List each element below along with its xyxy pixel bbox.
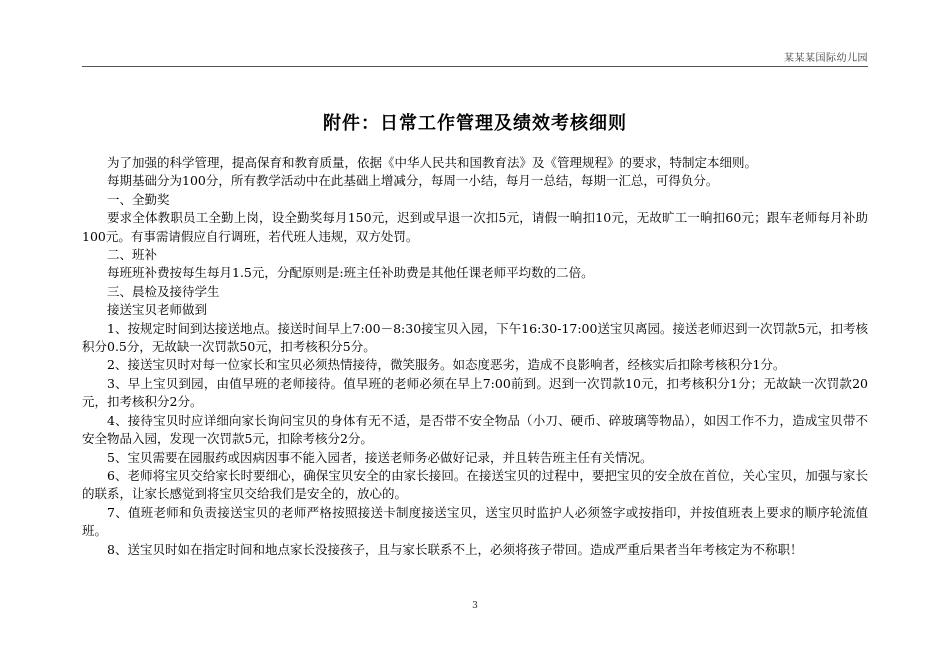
rule-item-4: 4、接待宝贝时应详细向家长询问宝贝的身体有无不适，是否带不安全物品（小刀、硬币、碎玻璃等物品），如因工作不力，造成宝贝带不安全物品入园，发现一次罚款5元，扣除考核分2分。	[82, 412, 868, 447]
document-body	[82, 154, 868, 559]
rule-item-5: 5、宝贝需要在园服药或因病因事不能入园者，接送老师务必做好记录，并且转告班主任有关情况。	[107, 449, 653, 465]
document-title: 附件：日常工作管理及绩效考核细则	[323, 113, 627, 134]
section-heading-morning-check: 三、晨检及接待学生	[107, 283, 220, 299]
page-number: 3	[472, 601, 478, 611]
rule-item-6: 6、老师将宝贝交给家长时要细心，确保宝贝安全的由家长接回。在接送宝贝的过程中，要把宝贝的安全放在首位，关心宝贝，加强与家长的联系，让家长感觉到将宝贝交给我们是安全的，放心的。	[82, 467, 868, 502]
section-heading-class-subsidy: 二、班补	[107, 247, 158, 263]
scoring-paragraph: 每期基础分为100分，所有教学活动中在此基础上增减分，每周一小结，每月一总结，每期一汇总，可得负分。	[107, 173, 719, 189]
section-heading-attendance: 一、全勤奖	[107, 191, 170, 207]
rule-item-8: 8、送宝贝时如在指定时间和地点家长没接孩子，且与家长联系不上，必须将孩子带回。造成严重后果者当年考核定为不称职！	[107, 541, 803, 557]
intro-paragraph: 为了加强的科学管理，提高保育和教育质量，依据《中华人民共和国教育法》及《管理规程》的要求，特制定本细则。	[107, 155, 758, 170]
header-organization-name: 某某某国际幼儿园	[784, 53, 868, 64]
rule-item-3: 3、早上宝贝到园，由值早班的老师接待。值早班的老师必须在早上7:00前到。迟到一次罚款10元，扣考核积分1分；无故缺一次罚款20元，扣考核积分2分。	[82, 375, 868, 410]
rule-item-1: 1、按规定时间到达接送地点。接送时间早上7:00－8:30接宝贝入园，下午16:30-17:00送宝贝离园。接送老师迟到一次罚款5元，扣考核积分0.5分，无故缺一次罚款50元，扣考核积分5分。	[82, 320, 868, 355]
rule-item-7: 7、值班老师和负责接送宝贝的老师严格按照接送卡制度接送宝贝，送宝贝时监护人必须签字或按指印，并按值班表上要求的顺序轮流值班。	[82, 504, 868, 539]
subheading-pickup-teachers: 接送宝贝老师做到	[107, 302, 208, 318]
rule-item-2: 2、接送宝贝时对每一位家长和宝贝必须热情接待，微笑服务。如态度恶劣，造成不良影响者，经核实后扣除考核积分1分。	[107, 357, 786, 373]
header-divider	[82, 66, 868, 67]
attendance-paragraph: 要求全体教职员工全勤上岗，设全勤奖每月150元，迟到或早退一次扣5元，请假一晌扣10元，无故旷工一晌扣60元；跟车老师每月补助100元。有事需请假应自行调班，若代班人违规，双方处罚。	[82, 210, 868, 244]
class-subsidy-paragraph: 每班班补费按每生每月1.5元，分配原则是:班主任补助费是其他任课老师平均数的二倍。	[107, 265, 594, 281]
